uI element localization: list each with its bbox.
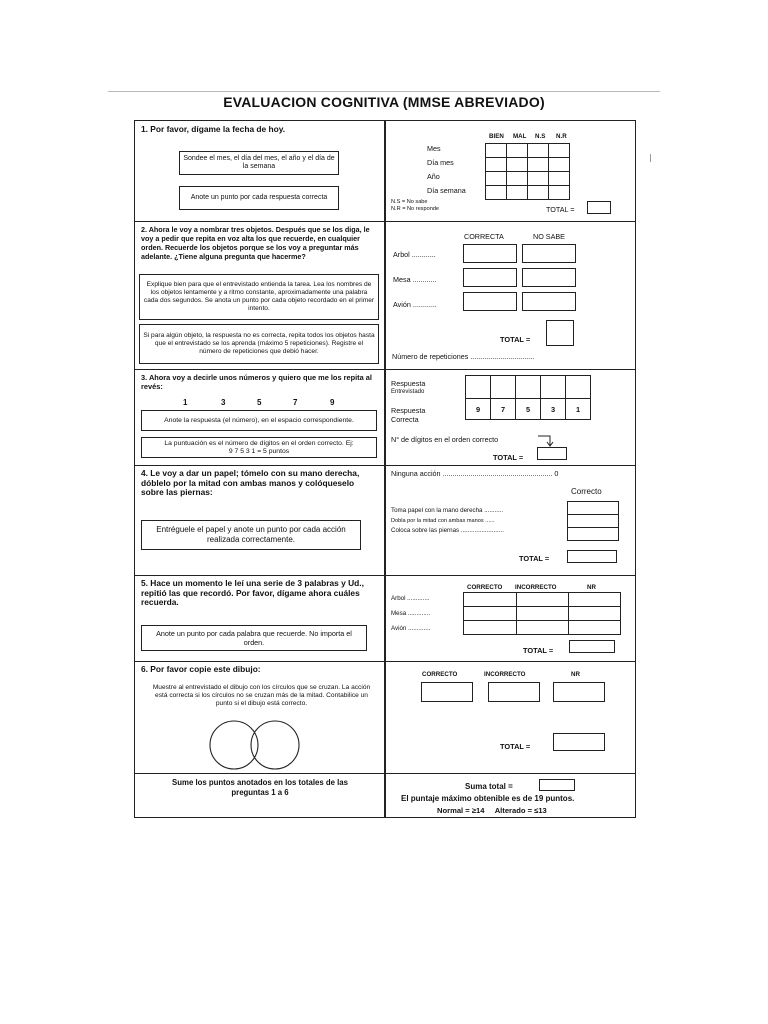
question-3: 3. Ahora voy a decirle unos números y quiero que me los repita al revés: (141, 373, 372, 391)
question-1: 1. Por favor, dígame la fecha de hoy. (141, 124, 286, 134)
section-6 (135, 661, 635, 774)
margin-mark (650, 154, 651, 162)
col-header: CORRECTA (464, 232, 504, 241)
question-2: 2. Ahora le voy a nombrar tres objetos. Después que se los diga, le voy a pedir que repita en voz alta los que recuerde, en cualquier orden. Recuerde los objetos porque se los voy a preguntar más adelante. ¿Tiene alguna pregunta que hacerme? (141, 225, 370, 261)
words-answer-grid[interactable] (463, 592, 621, 635)
section-1 (135, 121, 635, 221)
digit: 3 (221, 398, 226, 407)
instruction-box: Entréguele el papel y anote un punto por cada acción realizada correctamente. (141, 520, 361, 550)
row-label: Día semana (427, 186, 466, 195)
row-label: Avión ............ (393, 300, 437, 309)
row-label: Respuesta (391, 406, 426, 415)
total-label: TOTAL = (500, 742, 531, 751)
correct-digit: 7 (491, 399, 516, 420)
col-header: N.R (556, 133, 567, 140)
col-header: INCORRECTO (515, 584, 557, 591)
nosabe-box[interactable] (522, 268, 576, 287)
instruction-box: Anote un punto por cada palabra que recuerde. No importa el orden. (141, 625, 367, 651)
digit: 1 (183, 398, 188, 407)
question-4: 4. Le voy a dar un papel; tómelo con su mano derecha, dóblelo por la mitad con ambas manos y colóqueselo sobre las piernas: (141, 468, 360, 498)
row-label: Arbol ............. (391, 595, 430, 602)
col-header: CORRECTO (467, 584, 503, 591)
total-label: TOTAL = (519, 554, 550, 563)
row-label: Día mes (427, 158, 454, 167)
total-box[interactable] (587, 201, 611, 214)
row-label: Toma papel con la mano derecha ........... (391, 507, 504, 514)
correct-digit: 3 (541, 399, 566, 420)
digit-answer-grid[interactable] (465, 375, 591, 420)
row-label: Mes (427, 144, 441, 153)
section-4 (135, 465, 635, 576)
col-header: CORRECTO (422, 671, 458, 678)
section-5 (135, 575, 635, 662)
total-box[interactable] (569, 640, 615, 653)
digit: 7 (293, 398, 298, 407)
total-box[interactable] (546, 320, 574, 346)
instruction-box: La puntuación es el número de dígitos en el orden correcto. Ej: 9 7 5 3 1 = 5 puntos (141, 437, 377, 458)
action-answer-grid[interactable] (567, 501, 619, 541)
date-answer-grid[interactable] (485, 143, 570, 200)
max-score-text: El puntaje máximo obtenible es de 19 puntos. (401, 794, 575, 803)
total-label: TOTAL = (500, 335, 531, 344)
mmse-form (134, 120, 636, 818)
total-box[interactable] (567, 550, 617, 563)
nosabe-box[interactable] (522, 244, 576, 263)
correct-digit: 1 (566, 399, 591, 420)
col-header: NR (587, 584, 596, 591)
suma-total-box[interactable] (539, 779, 575, 791)
total-label: TOTAL = (493, 453, 524, 462)
row-label: Arbol ............ (393, 250, 436, 259)
correcta-box[interactable] (463, 268, 517, 287)
col-header: NR (571, 671, 580, 678)
legend-ns: N.S = No sabe (391, 199, 428, 205)
question-6: 6. Por favor copie este dibujo: (141, 664, 261, 674)
col-header: INCORRECTO (484, 671, 526, 678)
total-box[interactable] (537, 447, 567, 460)
incorrecto-box[interactable] (488, 682, 540, 702)
correcta-box[interactable] (463, 244, 517, 263)
col-header: N.S (535, 133, 546, 140)
summary-row (135, 773, 635, 818)
col-header: BIEN (489, 133, 504, 140)
arrow-down-icon (536, 434, 556, 448)
col-header: Correcto (571, 487, 602, 496)
instruction-text: Muestre al entrevistado el dibujo con los círculos que se cruzan. La acción está correcta si los círculos no se cruzan más de la mitad. Contabilice un punto si el dibujo está correcto. (152, 684, 371, 708)
suma-total-label: Suma total = (465, 782, 513, 791)
row-label: Mesa ............ (393, 275, 437, 284)
row-label: Correcta (391, 415, 419, 424)
intersecting-circles-drawing (205, 718, 317, 772)
row-label: Mesa ............. (391, 610, 431, 617)
orden-label: N° de dígitos en el orden correcto (391, 435, 499, 444)
correct-digit: 5 (516, 399, 541, 420)
score-ranges: Normal = ≥14 Alterado = ≤13 (437, 806, 547, 815)
instruction-box: Sondee el mes, el día del mes, el año y el día de la semana (179, 151, 339, 175)
col-header: MAL (513, 133, 527, 140)
ninguna-line: Ninguna acción ....................................................... 0 (391, 469, 559, 478)
sum-instruction: Sume los puntos anotados en los totales de las preguntas 1 a 6 (172, 778, 348, 797)
section-2 (135, 221, 635, 370)
total-label: TOTAL = (523, 646, 554, 655)
total-label: TOTAL = (546, 205, 575, 214)
digit: 9 (330, 398, 335, 407)
nosabe-box[interactable] (522, 292, 576, 311)
correct-digit: 9 (466, 399, 491, 420)
row-label: Avión ............. (391, 625, 431, 632)
question-5: 5. Hace un momento le leí una serie de 3 palabras y Ud., repitió las que recordó. Por favor, dígame ahora cuáles recuerda. (141, 578, 364, 608)
correcto-box[interactable] (421, 682, 473, 702)
row-label: Entrevistado (391, 389, 425, 395)
row-label: Dobla por la mitad con ambas manos ...... (391, 518, 495, 524)
nr-box[interactable] (553, 682, 605, 702)
digit: 5 (257, 398, 262, 407)
legend-nr: N.R = No responde (391, 206, 440, 212)
instruction-box: Explique bien para que el entrevistado entienda la tarea. Lea los nombres de los objetos lentamente y a ritmo constante, aproximadamente una palabra cada dos segundos. Se anota un punto por cada objeto recordado en el primer intento. (139, 274, 379, 320)
section-3 (135, 369, 635, 466)
top-rule (108, 91, 660, 92)
page-title: EVALUACION COGNITIVA (MMSE ABREVIADO) (223, 94, 545, 110)
instruction-box: Anote un punto por cada respuesta correcta (179, 186, 339, 210)
total-box[interactable] (553, 733, 605, 751)
row-label: Coloca sobre las piernas ......................... (391, 527, 504, 534)
correcta-box[interactable] (463, 292, 517, 311)
row-label: Año (427, 172, 440, 181)
col-header: NO SABE (533, 232, 565, 241)
repeticiones-line: Número de repeticiones ................................ (392, 352, 535, 361)
row-label: Respuesta (391, 379, 426, 388)
instruction-box: Si para algún objeto, la respuesta no es correcta, repita todos los objetos hasta que el entrevistado se los aprenda (máximo 5 repeticiones). Registre el número de repeticiones que debió hacer. (139, 324, 379, 364)
instruction-box: Anote la respuesta (el número), en el espacio correspondiente. (141, 410, 377, 431)
